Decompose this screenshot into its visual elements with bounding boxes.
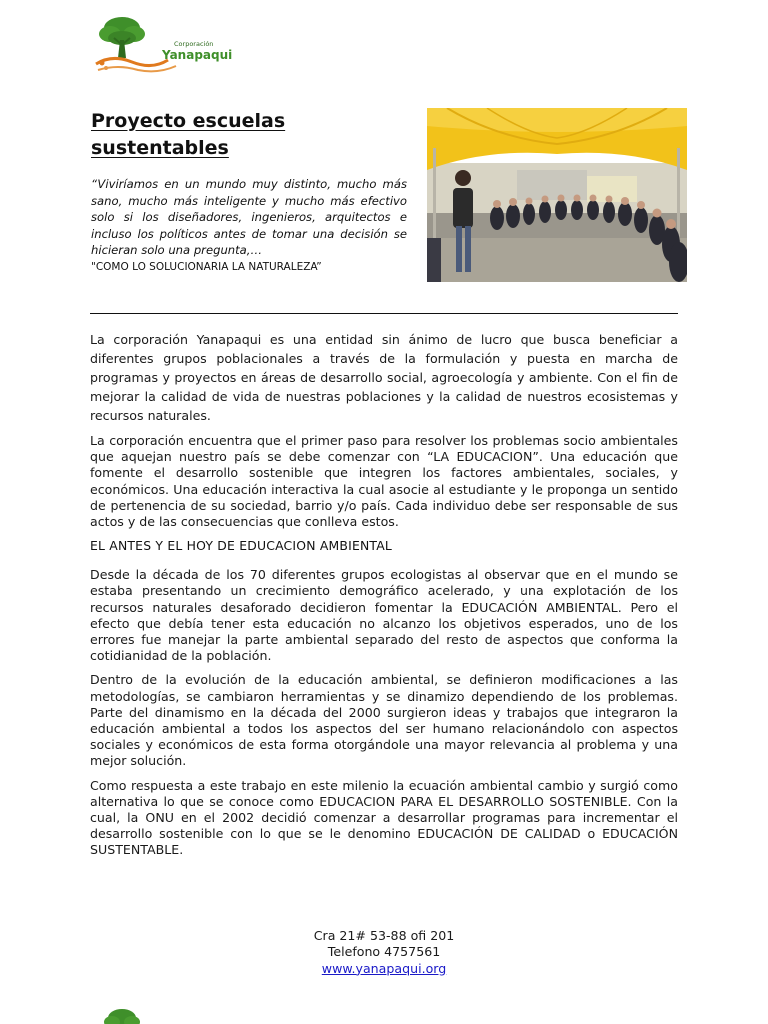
tent-workshop-image-icon — [427, 108, 687, 282]
quote-body: “Viviríamos en un mundo muy distinto, mucho más sano, mucho más inteligente y mucho más efectivo solo si los diseñadores, ingenieros, arquitectos e incluso los políticos antes de tomar una decisión se hicieran solo una pregunta,… — [91, 177, 407, 258]
education-paragraph: La corporación encuentra que el primer paso para resolver los problemas socio ambientales que aquejan nuestro país se debe comenzar con “LA EDUCACION”. Una educación que fomente el desarrollo sostenible que integren los factores ambientales, sociales, y económicos. Una educación interactiva la cual asocie al estudiante y le proponga un sentido de pertenencia de su sociedad, barrio y/o país. Cada individuo debe ser responsable de sus actos y de las consecuencias que conlleva estos. — [90, 433, 678, 530]
yanapaqui-logo — [92, 14, 233, 80]
quote-text — [91, 176, 407, 276]
workshop-photo — [427, 108, 687, 282]
footer-website-link[interactable]: www.yanapaqui.org — [321, 960, 447, 976]
tree-logo-partial-icon — [100, 1006, 144, 1024]
footer-address: Cra 21# 53-88 ofi 201 — [313, 928, 455, 943]
next-page-logo — [100, 1006, 144, 1024]
section-heading: EL ANTES Y EL HOY DE EDUCACION AMBIENTAL — [90, 538, 393, 554]
evolution-paragraph: Dentro de la evolución de la educación ambiental, se definieron modificaciones a las metodologías, se cambiaron herramientas y se dinamizo dependiendo de los problemas. Parte del dinamismo en la década del 2000 surgieron ideas y trabajos que integraron la educación ambiental a todos los aspectos del ser humano relacionándolo con aspectos sociales y económicos de esta forma otorgándole una mayor relevancia al problema y una mejor solución. — [90, 672, 678, 769]
quote-emphasis: "COMO LO SOLUCIONARIA LA NATURALEZA” — [91, 260, 322, 273]
document-body — [90, 330, 678, 867]
intro-paragraph: La corporación Yanapaqui es una entidad sin ánimo de lucro que busca beneficiar a diferentes grupos poblacionales a través de la formulación y puesta en marcha de programas y proyectos en áreas de desarrollo social, agroecología y ambiente. Con el fin de mejorar la calidad de vida de nuestras poblaciones y la calidad de nuestros ecosistemas y recursos naturales. — [90, 332, 678, 423]
sustainable-paragraph: Como respuesta a este trabajo en este milenio la ecuación ambiental cambio y surgió como alternativa lo que se conoce como EDUCACION PARA EL DESARROLLO SOSTENIBLE. Con la cual, la ONU en el 2002 decidió comenzar a desarrollar programas para incrementar el desarrollo sostenible con lo que se le denomino EDUCACIÓN DE CALIDAD o EDUCACIÓN SUSTENTABLE. — [90, 777, 678, 858]
page-footer — [0, 928, 768, 977]
footer-phone: Telefono 4757561 — [327, 944, 441, 960]
logo-yanapaqui-text: Yanapaqui — [162, 48, 233, 62]
horizontal-divider — [90, 313, 678, 314]
logo-corporacion-text: Corporación — [174, 40, 214, 48]
history-paragraph: Desde la década de los 70 diferentes grupos ecologistas al observar que en el mundo se estaba presentando un crecimiento demográfico acelerado, y una explotación de los recursos naturales desaforado decidieron fomentar la EDUCACIÓN AMBIENTAL. Pero el efecto que debía tener esta educación no alcanzo los objetivos esperados, uno de los errores fue manejar la parte ambiental separado del resto de aspectos que conforma la cotidianidad de la población. — [90, 567, 678, 664]
document-title: Proyecto escuelas sustentables — [91, 110, 286, 159]
